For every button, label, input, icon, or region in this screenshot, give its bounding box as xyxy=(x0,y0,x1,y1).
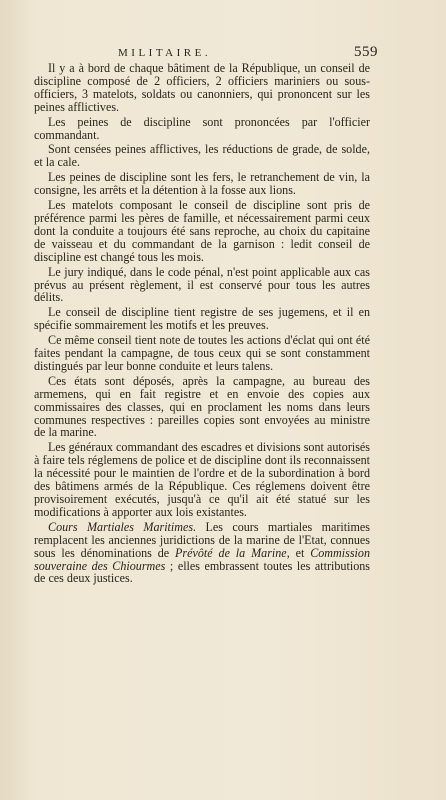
final-paragraph xyxy=(34,521,370,586)
paragraph: Ces états sont déposés, après la campagne, au bureau des armemens, qui en fait registre et en envoie des copies aux commissaires des classes, qui en proclament les noms dans leurs communes respectives : pareilles copies sont envoyées au ministre de la marine. xyxy=(34,373,370,440)
paragraph: Sont censées peines afflictives, les réductions de grade, de solde, et la cale. xyxy=(34,142,370,170)
body-text xyxy=(34,62,370,585)
running-head: MILITAIRE. xyxy=(118,47,212,59)
paragraph: Il y a à bord de chaque bâtiment de la République, un conseil de discipline composé de 2 officiers, 2 officiers mariniers ou sous-officiers, 3 matelots, soldats ou canonniers, qui prononcent sur les peines afflictives. xyxy=(34,61,370,114)
paragraph: Le jury indiqué, dans le code pénal, n'est point applicable aux cas prévus au présent règlement, il est conservé pour tous les autres délits. xyxy=(34,264,370,305)
paragraph-text: Les cours martiales maritimes remplacent les anciennes juridictions de la marine de l'Etat, connues sous les dénominations de xyxy=(34,519,370,560)
italic-term: Commission souveraine des Chiourmes xyxy=(34,545,370,573)
paragraph: Ce même conseil tient note de toutes les actions d'éclat qui ont été faites pendant la campagne, de tous ceux qui se sont constamment distingués par leur bonne conduite et leurs talens. xyxy=(34,333,370,373)
paragraph: Les matelots composant le conseil de discipline sont pris de préférence parmi les pères de famille, et nécessairement parmi ceux dont la conduite a toujours été sans reproche, au choix du capitaine de vaisseau et du commandant de la garnison : ledit conseil de discipline est changé tous les mois. xyxy=(34,198,370,264)
paragraph: Le conseil de discipline tient registre de ses jugemens, et il en spécifie sommairement les motifs et les preuves. xyxy=(34,305,370,333)
page-number: 559 xyxy=(354,44,378,60)
paragraph: Les peines de discipline sont les fers, le retranchement de vin, la consigne, les arrêts et la détention à la fosse aux lions. xyxy=(34,170,370,198)
paragraph-text: ; elles embrassent toutes les attributions de ces deux justices. xyxy=(34,558,370,586)
section-heading: Cours Martiales Maritimes. xyxy=(48,519,197,534)
paragraph: Les généraux commandant des escadres et divisions sont autorisés à faire tels réglemens de police et de discipline dont ils reconnaissent la nécessité pour le maintien de l'ordre et de la subordination à bord des bâtimens armés de la République. Ces réglemens doivent être provisoirement exécutés, jusqu'à ce qu'il ait été statué sur les modifications à apporter aux lois existantes. xyxy=(34,440,370,519)
paragraph-text: , et xyxy=(286,545,311,560)
paragraph: Les peines de discipline sont prononcées par l'officier commandant. xyxy=(34,114,370,142)
italic-term: Prévôté de la Marine xyxy=(175,545,287,560)
